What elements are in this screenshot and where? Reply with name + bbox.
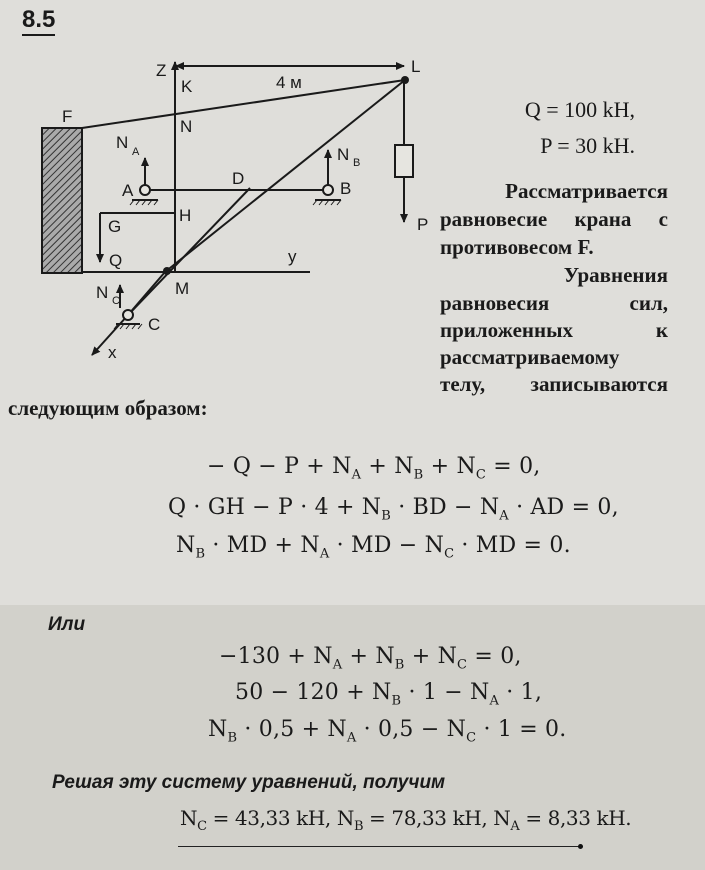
label-na: N — [116, 133, 129, 152]
result-underline — [178, 846, 583, 847]
result-line: $N_C = 43,33$ kH, $N_B = 78,33$ kH, $N_A = 8,33$ kH. — [180, 806, 632, 834]
text-line-5: равновесия сил, — [440, 291, 668, 315]
equation-2-2: $50 - 120 + N_B \cdot 1 - N_A \cdot 1$, — [235, 680, 543, 709]
equation-1-2: Q · GH − $P \cdot 4 + N_B$ · BD − $N_A$ · AD = 0, — [168, 495, 619, 524]
text-line-4: Уравнения — [563, 263, 668, 287]
equation-1-1: − $Q - P + N_A + N_B + N_C = 0$, — [207, 454, 541, 483]
text-line-6: приложенных к — [440, 318, 668, 342]
text-line-2: равновесие крана с — [440, 207, 668, 231]
solving-text: Решая эту систему уравнений, получим — [52, 772, 446, 793]
label-h: H — [179, 206, 192, 225]
label-f: F — [62, 107, 73, 126]
text-line-1: Рассматривается — [505, 179, 668, 203]
label-x: x — [108, 343, 117, 362]
equation-1-3: $N_B$ · MD + $N_A$ · MD − $N_C$ · MD = 0. — [176, 533, 571, 562]
support-a — [140, 185, 150, 195]
problem-number: 8.5 — [22, 6, 55, 36]
brace-ml — [165, 80, 405, 272]
label-c: C — [148, 315, 161, 334]
text-line-7: рассматриваемому — [440, 345, 620, 369]
label-k: K — [181, 77, 193, 96]
label-m: M — [175, 279, 190, 298]
label-y: y — [288, 247, 297, 266]
label-4m: 4 м — [276, 73, 302, 92]
label-nc-sub: C — [112, 295, 120, 307]
ili-label: Или — [48, 614, 86, 635]
support-b — [323, 185, 333, 195]
leg-mc — [128, 272, 165, 315]
given-p: P = 30 kH. — [540, 133, 635, 158]
counterweight-block — [42, 128, 82, 273]
load-box — [395, 145, 413, 177]
equation-2-3: $N_B \cdot 0,5 + N_A \cdot 0,5 - N_C \cdot 1 = 0$. — [208, 717, 567, 746]
label-na-sub: A — [132, 146, 140, 158]
label-n: N — [180, 117, 193, 136]
label-z: Z — [156, 61, 167, 80]
text-line-9: следующим образом: — [8, 396, 208, 420]
label-q: Q — [109, 251, 123, 270]
text-line-3: противовесом F. — [440, 235, 594, 259]
label-d: D — [232, 169, 245, 188]
label-g: G — [108, 217, 122, 236]
equation-2-1: $-130 + N_A + N_B + N_C = 0$, — [219, 644, 522, 673]
label-nb: N — [337, 145, 350, 164]
support-c — [123, 310, 133, 320]
label-a: A — [122, 181, 134, 200]
boom-fl — [82, 80, 405, 128]
label-l: L — [411, 57, 421, 76]
label-p: P — [417, 215, 429, 234]
label-b: B — [340, 179, 352, 198]
given-q: Q = 100 kH, — [524, 97, 635, 122]
text-line-8: телу, записываются — [440, 372, 668, 396]
label-nc: N — [96, 283, 109, 302]
label-nb-sub: B — [353, 157, 361, 169]
end-mark — [578, 844, 583, 849]
